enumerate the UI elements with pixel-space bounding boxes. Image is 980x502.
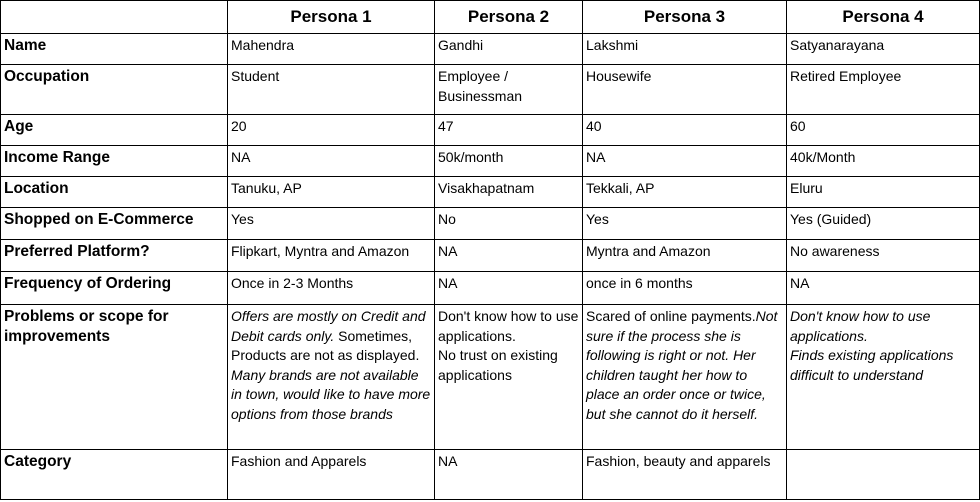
cell: 40k/Month — [787, 146, 980, 177]
cell: Yes (Guided) — [787, 208, 980, 240]
problem-text: Offers are mostly on Credit and Debit cards only. — [231, 308, 426, 344]
cell: Yes — [583, 208, 787, 240]
cell: Gandhi — [435, 34, 583, 65]
problem-text: Finds existing applications difficult to understand — [790, 347, 954, 383]
header-blank — [1, 1, 228, 34]
cell: Yes — [228, 208, 435, 240]
cell: Housewife — [583, 65, 787, 115]
problem-text: Not sure if the process she is following is right or not. Her children taught her how to place an order once or twice, but she cannot do it herself. — [586, 308, 778, 422]
cell: NA — [583, 146, 787, 177]
row-age — [1, 115, 980, 146]
problem-text: Scared of online payments. — [586, 308, 756, 324]
row-frequency — [1, 272, 980, 305]
cell: No — [435, 208, 583, 240]
cell: Fashion, beauty and apparels — [583, 450, 787, 500]
row-occupation — [1, 65, 980, 115]
cell: 47 — [435, 115, 583, 146]
row-income-range — [1, 146, 980, 177]
cell: Once in 2-3 Months — [228, 272, 435, 305]
row-label: Frequency of Ordering — [1, 272, 228, 305]
cell: NA — [435, 240, 583, 272]
header-persona-2: Persona 2 — [435, 1, 583, 34]
cell — [583, 305, 787, 450]
cell: NA — [435, 272, 583, 305]
header-row — [1, 1, 980, 34]
header-persona-4: Persona 4 — [787, 1, 980, 34]
cell — [787, 305, 980, 450]
row-label: Shopped on E-Commerce — [1, 208, 228, 240]
cell — [435, 305, 583, 450]
cell: Myntra and Amazon — [583, 240, 787, 272]
row-label: Category — [1, 450, 228, 500]
cell: Flipkart, Myntra and Amazon — [228, 240, 435, 272]
row-category — [1, 450, 980, 500]
cell: Lakshmi — [583, 34, 787, 65]
row-label: Location — [1, 177, 228, 208]
cell: Mahendra — [228, 34, 435, 65]
header-persona-3: Persona 3 — [583, 1, 787, 34]
cell: Retired Employee — [787, 65, 980, 115]
cell: Tanuku, AP — [228, 177, 435, 208]
row-label: Name — [1, 34, 228, 65]
cell: 60 — [787, 115, 980, 146]
row-problems — [1, 305, 980, 450]
problem-text: Many brands are not available in town, would like to have more options from those brands — [231, 366, 431, 422]
row-location — [1, 177, 980, 208]
header-persona-1: Persona 1 — [228, 1, 435, 34]
cell: Employee / Businessman — [435, 65, 583, 115]
cell: 20 — [228, 115, 435, 146]
cell — [787, 450, 980, 500]
problem-text: Don't know how to use applications. — [438, 308, 579, 344]
cell: Tekkali, AP — [583, 177, 787, 208]
problem-text: Don't know how to use applications. — [790, 308, 931, 344]
cell: NA — [435, 450, 583, 500]
cell: 50k/month — [435, 146, 583, 177]
cell: Visakhapatnam — [435, 177, 583, 208]
row-label: Income Range — [1, 146, 228, 177]
problem-text: Sometimes, Products are not as displayed. — [231, 327, 420, 363]
cell: Student — [228, 65, 435, 115]
cell: Fashion and Apparels — [228, 450, 435, 500]
cell: No awareness — [787, 240, 980, 272]
row-label: Age — [1, 115, 228, 146]
cell: once in 6 months — [583, 272, 787, 305]
row-preferred-platform — [1, 240, 980, 272]
cell — [228, 305, 435, 450]
problem-text: No trust on existing applications — [438, 347, 558, 383]
row-shopped-ecommerce — [1, 208, 980, 240]
row-label: Problems or scope for improvements — [1, 305, 228, 450]
cell: Eluru — [787, 177, 980, 208]
row-name — [1, 34, 980, 65]
cell: 40 — [583, 115, 787, 146]
row-label: Occupation — [1, 65, 228, 115]
cell: NA — [228, 146, 435, 177]
row-label: Preferred Platform? — [1, 240, 228, 272]
cell: NA — [787, 272, 980, 305]
cell: Satyanarayana — [787, 34, 980, 65]
